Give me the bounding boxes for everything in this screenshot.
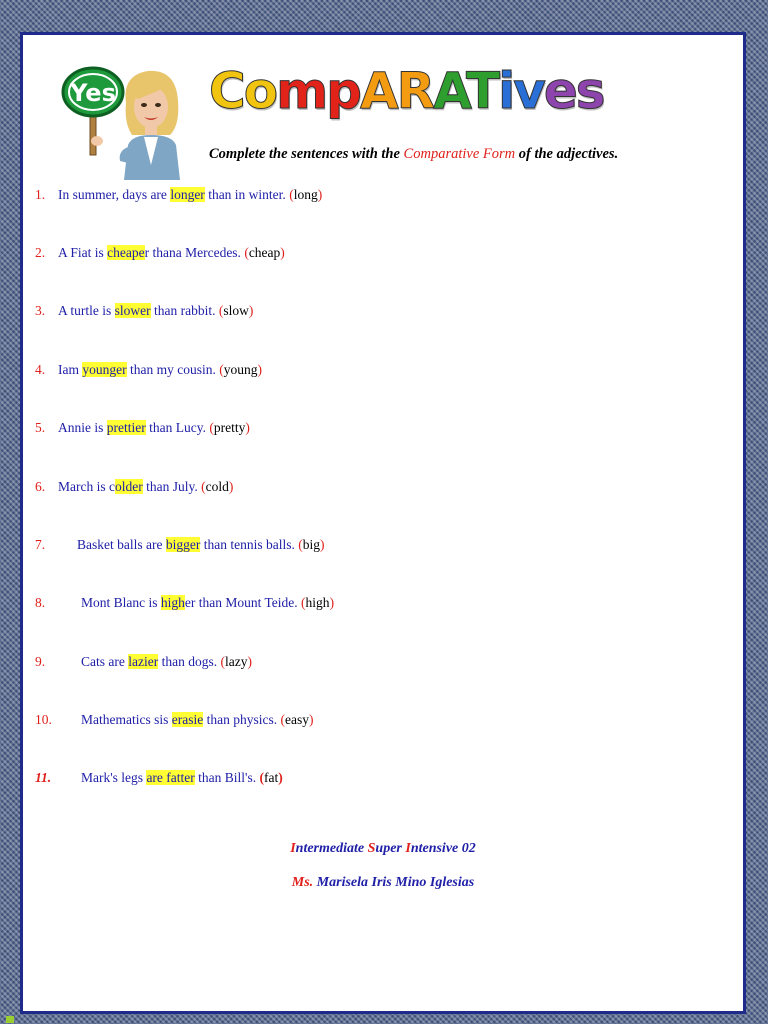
answer-highlight: are fatter (146, 770, 195, 785)
item-number: 5. (35, 420, 46, 435)
title-letter: e (543, 62, 576, 120)
adjective-hint: slow (223, 303, 249, 318)
bottom-strip (6, 1016, 14, 1023)
sentence-end: than in winter. (204, 187, 290, 202)
item-number: 4. (35, 362, 46, 377)
instructions (209, 146, 618, 163)
paren-close: ) (245, 420, 250, 435)
item-number: 8. (35, 595, 46, 610)
item-sentence (81, 712, 313, 728)
sentence-start: Annie is (58, 420, 107, 435)
worksheet-page (20, 32, 746, 1014)
title-letter: p (326, 62, 360, 120)
adjective-hint: pretty (213, 420, 246, 435)
paren-open: ( (201, 479, 206, 494)
paren-open: ( (289, 187, 294, 202)
sentence-end: than Lucy. (145, 420, 210, 435)
sentence-end: than dogs. (158, 654, 221, 669)
sentence-end: than physics. (203, 712, 281, 727)
answer-highlight: cheape (107, 245, 145, 260)
item-sentence (58, 420, 250, 436)
sentence-start: Mont Blanc is (81, 595, 161, 610)
paren-open: ( (244, 245, 249, 260)
answer-highlight: bigger (165, 537, 201, 552)
instructions-before: Complete the sentences with the (209, 146, 404, 162)
adjective-hint: fat (263, 770, 279, 785)
item-sentence (77, 537, 325, 553)
sentence-end: than rabbit. (150, 303, 219, 318)
paren-close: ) (257, 362, 262, 377)
answer-highlight: prettier (106, 420, 146, 435)
answer-highlight: longer (170, 187, 205, 202)
answer-highlight: older (114, 479, 143, 494)
sentence-start: March is c (58, 479, 115, 494)
title-letter: R (396, 62, 434, 120)
footer-text: ntermediate (295, 841, 368, 856)
sentence-start: Mark's legs (81, 770, 147, 785)
footer-text: I (405, 841, 411, 856)
adjective-hint: big (302, 537, 320, 552)
footer-text: ntensive 02 (410, 841, 476, 856)
sentence-end: than Bill's. (194, 770, 260, 785)
footer-text: Marisela Iris Mino Iglesias (313, 875, 475, 890)
paren-open: ( (220, 654, 225, 669)
adjective-hint: cheap (248, 245, 281, 260)
item-number: 3. (35, 303, 46, 318)
item-sentence (58, 303, 253, 319)
item-sentence (58, 187, 322, 203)
sentence-end: than July. (142, 479, 202, 494)
answer-highlight: high (160, 595, 185, 610)
page-title (209, 62, 604, 120)
paren-close: ) (329, 595, 335, 610)
paren-close: ) (308, 712, 314, 727)
item-number: 6. (35, 479, 46, 494)
footer-text: S (367, 841, 376, 856)
item-sentence (81, 654, 252, 670)
footer-text: I (290, 841, 296, 856)
footer-text: uper (375, 841, 406, 856)
teacher-avatar (118, 65, 186, 180)
adjective-hint: easy (284, 712, 309, 727)
title-letter: T (466, 62, 499, 120)
teacher-name (23, 875, 743, 891)
paren-open: ( (301, 595, 306, 610)
paren-close: ) (320, 537, 325, 552)
sentence-end: r thana Mercedes. (144, 245, 245, 260)
title-letter: A (433, 62, 467, 120)
instructions-highlight: Comparative Form (403, 146, 516, 162)
paren-close: ) (248, 303, 254, 318)
paren-close: ) (317, 187, 323, 202)
title-letter: o (243, 62, 277, 120)
item-number: 10. (35, 712, 52, 727)
title-letter: m (276, 62, 327, 120)
sentence-end: er than Mount Teide. (184, 595, 302, 610)
item-sentence (58, 245, 285, 261)
sentence-start: A turtle is (58, 303, 115, 318)
paren-open: ( (259, 770, 264, 785)
footer-text: Ms. (291, 875, 314, 890)
item-number: 11. (35, 770, 52, 785)
item-number: 1. (35, 187, 46, 202)
sentence-start: In summer, days are (58, 187, 171, 202)
title-letter: A (359, 62, 397, 120)
title-letter: i (498, 62, 514, 120)
paren-open: ( (219, 362, 224, 377)
sentence-start: Basket balls are (77, 537, 166, 552)
yes-sign-text: Yes (70, 79, 116, 107)
title-letter: C (209, 62, 244, 120)
answer-highlight: slower (114, 303, 151, 318)
item-sentence (81, 595, 334, 611)
item-number: 9. (35, 654, 46, 669)
sentence-start: Iam (58, 362, 83, 377)
adjective-hint: cold (205, 479, 229, 494)
item-number: 7. (35, 537, 46, 552)
sentence-start: A Fiat is (58, 245, 108, 260)
title-letter: v (513, 62, 544, 120)
item-sentence (58, 362, 262, 378)
adjective-hint: long (293, 187, 318, 202)
sentence-end: than tennis balls. (200, 537, 299, 552)
item-sentence (58, 479, 233, 495)
paren-close: ) (280, 245, 285, 260)
answer-highlight: erasie (171, 712, 204, 727)
paren-close: ) (247, 654, 252, 669)
paren-open: ( (209, 420, 214, 435)
sentence-start: Cats are (81, 654, 129, 669)
paren-open: ( (218, 303, 224, 318)
instructions-after: of the adjectives. (515, 146, 619, 162)
adjective-hint: high (305, 595, 330, 610)
sentence-start: Mathematics sis (81, 712, 172, 727)
answer-highlight: lazier (128, 654, 159, 669)
paren-open: ( (280, 712, 285, 727)
sentence-end: than my cousin. (126, 362, 220, 377)
paren-close: ) (228, 479, 234, 494)
answer-highlight: younger (82, 362, 127, 377)
adjective-hint: young (223, 362, 258, 377)
item-number: 2. (35, 245, 46, 260)
title-letter: s (575, 62, 604, 120)
item-sentence (81, 770, 283, 786)
paren-close: ) (278, 770, 283, 785)
course-name (23, 841, 743, 857)
adjective-hint: lazy (224, 654, 248, 669)
paren-open: ( (298, 537, 303, 552)
